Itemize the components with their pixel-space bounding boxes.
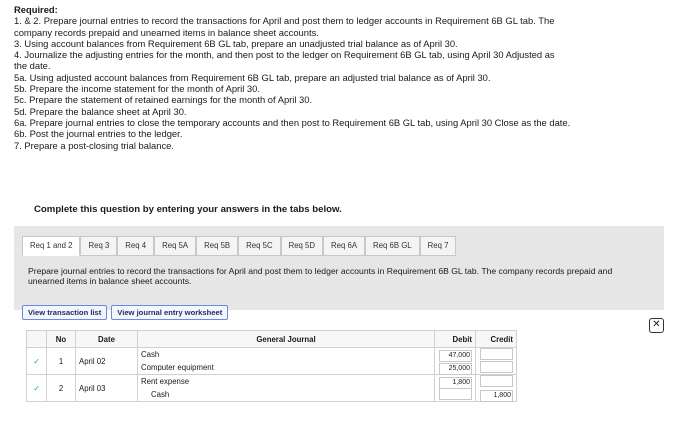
tab-prompt: Prepare journal entries to record the transactions for April and post them to ledger accounts in Requirement 6B GL tab. The company records prepaid and unearned items in balance sheet accounts.	[28, 266, 613, 286]
edit-icon[interactable]: ✓	[27, 348, 47, 375]
required-line: 6b. Post the journal entries to the ledger.	[14, 128, 183, 140]
credit-amount[interactable]	[480, 361, 513, 373]
table-row	[27, 375, 517, 402]
no-header: No	[47, 331, 76, 348]
table-row	[27, 348, 517, 375]
credit-cell	[476, 348, 517, 375]
complete-instruction: Complete this question by entering your answers in the tabs below.	[34, 204, 342, 215]
required-line: 7. Prepare a post-closing trial balance.	[14, 139, 174, 151]
close-icon[interactable]: ✕	[649, 318, 664, 333]
entry-number: 2	[47, 375, 76, 402]
view-transaction-list-button[interactable]: View transaction list	[22, 305, 107, 320]
debit-amount[interactable]: 47,000	[439, 350, 472, 362]
required-heading: Required:	[14, 4, 58, 15]
account-name: Cash	[141, 350, 160, 359]
date-header: Date	[76, 331, 138, 348]
required-line: the date.	[14, 60, 51, 72]
required-line: 3. Using account balances from Requirement 6B GL tab, prepare an unadjusted trial balance as of April 30.	[14, 37, 458, 49]
debit-cell	[435, 375, 476, 402]
tab-req-7[interactable]: Req 7	[420, 236, 457, 256]
requirement-tabs	[22, 236, 456, 258]
edit-icon[interactable]: ✓	[27, 375, 47, 402]
edit-column-header	[27, 331, 47, 348]
required-line: 5b. Prepare the income statement for the month of April 30.	[14, 83, 260, 95]
tab-req-6b-gl[interactable]: Req 6B GL	[365, 236, 420, 256]
credit-amount[interactable]: 1,800	[480, 390, 513, 402]
requirements-block	[14, 4, 690, 151]
account-name: Cash	[151, 390, 170, 399]
required-line: 5d. Prepare the balance sheet at April 30.	[14, 105, 187, 117]
tab-req-5a[interactable]: Req 5A	[154, 236, 196, 256]
credit-amount[interactable]	[480, 348, 513, 360]
required-line: 5a. Using adjusted account balances from Requirement 6B GL tab, prepare an adjusted trial balance as of April 30.	[14, 71, 491, 83]
account-cell	[138, 375, 435, 402]
action-buttons	[22, 305, 232, 320]
view-journal-entry-worksheet-button[interactable]: View journal entry worksheet	[111, 305, 228, 320]
required-line: 1. & 2. Prepare journal entries to record the transactions for April and post them to ledger accounts in Requirement 6B GL tab. The	[14, 15, 555, 27]
account-name: Computer equipment	[141, 363, 214, 372]
required-line: 5c. Prepare the statement of retained earnings for the month of April 30.	[14, 94, 313, 106]
debit-cell	[435, 348, 476, 375]
credit-header: Credit	[476, 331, 517, 348]
required-line: 4. Journalize the adjusting entries for the month, and then post to the ledger on Requirement 6B GL tab, using April 30 Adjusted as	[14, 49, 555, 61]
journal-table	[26, 330, 517, 402]
tab-req-5c[interactable]: Req 5C	[238, 236, 280, 256]
required-line: company records prepaid and unearned items in balance sheet accounts.	[14, 26, 319, 38]
debit-amount[interactable]	[439, 388, 472, 400]
entry-date: April 02	[76, 348, 138, 375]
debit-amount[interactable]: 1,800	[439, 377, 472, 389]
general-journal-header: General Journal	[138, 331, 435, 348]
debit-amount[interactable]: 25,000	[439, 363, 472, 375]
entry-number: 1	[47, 348, 76, 375]
tab-req-6a[interactable]: Req 6A	[323, 236, 365, 256]
debit-header: Debit	[435, 331, 476, 348]
account-cell	[138, 348, 435, 375]
entry-date: April 03	[76, 375, 138, 402]
credit-cell	[476, 375, 517, 402]
journal-header-row	[27, 331, 517, 348]
required-line: 6a. Prepare journal entries to close the temporary accounts and then post to Requirement 6B GL tab, using April 30 Close as the date.	[14, 116, 571, 128]
tab-req-4[interactable]: Req 4	[117, 236, 154, 256]
tab-req-5d[interactable]: Req 5D	[281, 236, 323, 256]
account-name: Rent expense	[141, 377, 190, 386]
tab-req-3[interactable]: Req 3	[80, 236, 117, 256]
credit-amount[interactable]	[480, 375, 513, 387]
tab-req-1-and-2[interactable]: Req 1 and 2	[22, 236, 80, 256]
tab-req-5b[interactable]: Req 5B	[196, 236, 238, 256]
